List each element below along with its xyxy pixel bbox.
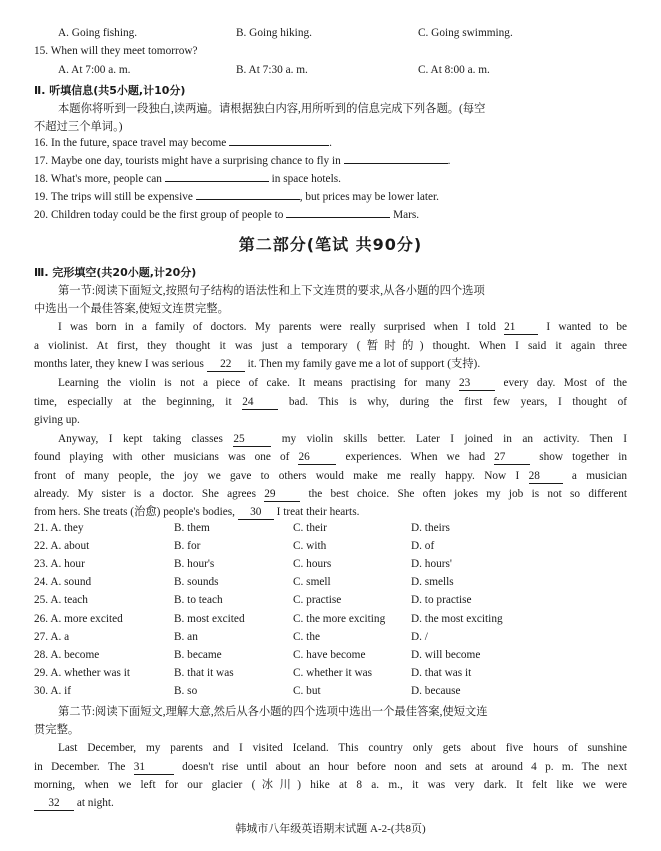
choice-27-b[interactable]: B. an	[174, 631, 198, 643]
choice-22-d[interactable]: D. of	[411, 540, 435, 552]
choice-25-a[interactable]: 25. A. teach	[34, 594, 88, 606]
passage2-line	[34, 759, 627, 775]
passage-line	[34, 486, 627, 502]
answer-blank[interactable]	[196, 199, 300, 200]
choice-21-c[interactable]: C. their	[293, 522, 327, 534]
choice-23-a[interactable]: 23. A. hour	[34, 558, 85, 570]
choice-24-c[interactable]: C. smell	[293, 576, 331, 588]
q18-post: in space hotels.	[271, 173, 341, 185]
q20-post: Mars.	[393, 209, 420, 221]
passage-text: show together in	[539, 451, 627, 463]
passage2-text: doesn't rise until about an hour before noon and sets at around 4 p. m. The next	[182, 761, 627, 773]
choice-27-a[interactable]: 27. A. a	[34, 631, 70, 643]
blank-25[interactable]: 25	[233, 433, 271, 447]
passage-line	[58, 319, 627, 335]
choice-23-b[interactable]: B. hour's	[174, 558, 215, 570]
q17-text: 17. Maybe one day, tourists might have a surprising chance to fly in	[34, 155, 341, 167]
part3-section1-instruction: 第一节:阅读下面短文,按照句子结构的语法性和上下文连贯的要求,从各小题的四个选项	[58, 285, 485, 297]
question-19	[34, 191, 439, 203]
passage-text: I wanted to be	[546, 321, 628, 333]
passage2-text: in December. The	[34, 761, 126, 773]
q15-option-c: C. At 8:00 a. m.	[418, 64, 490, 76]
choice-30-a[interactable]: 30. A. if	[34, 685, 72, 697]
answer-blank[interactable]	[229, 145, 329, 146]
passage-text: experiences. When we had	[345, 451, 486, 463]
q19-text: 19. The trips will still be expensive	[34, 191, 193, 203]
passage-text: it. Then my family gave me a lot of support (支持).	[247, 358, 481, 370]
passage-text: a musician	[571, 470, 628, 482]
blank-24[interactable]: 24	[242, 396, 278, 410]
choice-28-d[interactable]: D. will become	[411, 649, 481, 661]
choice-28-a[interactable]: 28. A. become	[34, 649, 100, 661]
q16-text: 16. In the future, space travel may become	[34, 137, 227, 149]
part2-heading: Ⅱ. 听填信息(共5小题,计10分)	[34, 84, 186, 97]
passage-text: front of many people, the joy we gave to others would make me really happy. Now I	[34, 470, 520, 482]
question-15: 15. When will they meet tomorrow?	[34, 45, 198, 57]
choice-21-b[interactable]: B. them	[174, 522, 210, 534]
choice-30-b[interactable]: B. so	[174, 685, 198, 697]
q20-text: 20. Children today could be the first group of people to	[34, 209, 284, 221]
passage2-text: morning, when we left for our glacier (冰川) hike at 8 a. m., it was very dark. It felt like we were	[34, 779, 627, 791]
choice-28-b[interactable]: B. became	[174, 649, 222, 661]
passage-text: a violinist. At first, they thought it was just a temporary (暂时的) thought. When I said it again three	[34, 340, 627, 352]
passage-text: time, especially at the beginning, it	[34, 396, 232, 408]
choice-21-d[interactable]: D. theirs	[411, 522, 450, 534]
choice-28-c[interactable]: C. have become	[293, 649, 366, 661]
choice-23-d[interactable]: D. hours'	[411, 558, 452, 570]
question-20	[34, 209, 419, 221]
option-c: C. Going swimming.	[418, 27, 513, 39]
passage2-text: at night.	[76, 797, 114, 809]
choice-24-d[interactable]: D. smells	[411, 576, 454, 588]
choice-29-a[interactable]: 29. A. whether was it	[34, 667, 131, 679]
question-16	[34, 137, 332, 149]
blank-31[interactable]: 31	[134, 761, 174, 775]
passage-text: Learning the violin is not a piece of cake. It means practising for many	[58, 377, 451, 389]
choice-22-c[interactable]: C. with	[293, 540, 327, 552]
blank-22[interactable]: 22	[207, 358, 245, 372]
section-title: 第二部分(笔试 共90分)	[238, 235, 423, 254]
blank-32[interactable]: 32	[34, 797, 74, 811]
answer-blank[interactable]	[344, 163, 448, 164]
page-footer: 韩城市八年级英语期末试题 A-2-(共8页)	[235, 823, 426, 835]
passage2-line	[58, 740, 627, 756]
q18-text: 18. What's more, people can	[34, 173, 162, 185]
part3-section1-instruction-cont: 中选出一个最佳答案,使短文连贯完整。	[34, 303, 229, 315]
blank-23[interactable]: 23	[459, 377, 495, 391]
option-a: A. Going fishing.	[58, 27, 138, 39]
choice-25-c[interactable]: C. practise	[293, 594, 342, 606]
q15-option-a: A. At 7:00 a. m.	[58, 64, 131, 76]
part2-instruction-line2: 不超过三个单词。)	[34, 121, 123, 133]
choice-27-c[interactable]: C. the	[293, 631, 320, 643]
q15-option-b: B. At 7:30 a. m.	[236, 64, 308, 76]
q16-post: .	[329, 137, 332, 149]
blank-30[interactable]: 30	[238, 506, 274, 520]
choice-26-c[interactable]: C. the more exciting	[293, 613, 386, 625]
choice-26-b[interactable]: B. most excited	[174, 613, 245, 625]
part3-heading: Ⅲ. 完形填空(共20小题,计20分)	[34, 266, 197, 279]
passage-line	[34, 394, 627, 410]
passage-text: I treat their hearts.	[276, 506, 360, 518]
choice-25-d[interactable]: D. to practise	[411, 594, 472, 606]
blank-29[interactable]: 29	[264, 488, 300, 502]
blank-21[interactable]: 21	[504, 321, 538, 335]
choice-22-b[interactable]: B. for	[174, 540, 201, 552]
passage-line	[34, 504, 627, 520]
choice-29-c[interactable]: C. whether it was	[293, 667, 373, 679]
passage2-line	[34, 777, 627, 793]
passage-text: the best choice. She often jokes my job is not so different	[308, 488, 627, 500]
passage-text: I was born in a family of doctors. My parents were really surprised when I told	[58, 321, 496, 333]
passage-line	[34, 412, 627, 428]
passage-text: already. My sister is a doctor. She agrees	[34, 488, 256, 500]
section2-instruction: 第二节:阅读下面短文,理解大意,然后从各小题的四个选项中选出一个最佳答案,使短文连	[58, 706, 488, 718]
option-b: B. Going hiking.	[236, 27, 312, 39]
passage2-line	[34, 795, 627, 811]
passage-text: every day. Most of the	[503, 377, 628, 389]
choice-26-a[interactable]: 26. A. more excited	[34, 613, 123, 625]
section2-instruction-cont: 贯完整。	[34, 724, 80, 736]
choice-29-b[interactable]: B. that it was	[174, 667, 234, 679]
passage-text: months later, they knew I was serious	[34, 358, 204, 370]
passage-line	[58, 375, 627, 391]
question-17	[34, 155, 450, 167]
choice-24-a[interactable]: 24. A. sound	[34, 576, 92, 588]
answer-blank[interactable]	[286, 217, 390, 218]
choice-21-a[interactable]: 21. A. they	[34, 522, 84, 534]
q19-post: , but prices may be lower later.	[299, 191, 439, 203]
choice-23-c[interactable]: C. hours	[293, 558, 332, 570]
q17-post: .	[447, 155, 451, 167]
blank-27[interactable]: 27	[494, 451, 530, 465]
choice-30-c[interactable]: C. but	[293, 685, 321, 697]
choice-30-d[interactable]: D. because	[411, 685, 461, 697]
passage-line	[58, 431, 627, 447]
choice-27-d[interactable]: D. /	[411, 631, 428, 643]
passage-line	[34, 356, 627, 372]
blank-28[interactable]: 28	[529, 470, 563, 484]
passage-text: my violin skills better. Later I joined in an activity. Then I	[281, 433, 628, 445]
passage-text: giving up.	[34, 414, 80, 426]
passage-text: from hers. She treats (治愈) people's bodies,	[34, 506, 235, 518]
choice-22-a[interactable]: 22. A. about	[34, 540, 90, 552]
question-18	[34, 173, 341, 185]
choice-25-b[interactable]: B. to teach	[174, 594, 223, 606]
part2-instruction-line1: 本题你将听到一段独白,读两遍。请根据独白内容,用所听到的信息完成下列各题。(每空	[58, 103, 486, 115]
choice-29-d[interactable]: D. that was it	[411, 667, 472, 679]
passage-text: Anyway, I kept taking classes	[58, 433, 223, 445]
passage-line	[34, 468, 627, 484]
passage-line	[34, 449, 627, 465]
passage-text: bad. This is why, during the first few years, I thought of	[288, 396, 627, 408]
passage-text: found playing with other musicians was one of	[34, 451, 290, 463]
blank-26[interactable]: 26	[298, 451, 336, 465]
passage2-text: Last December, my parents and I visited Iceland. This country only gets about five hours of sunshine	[58, 742, 627, 754]
passage-line	[34, 338, 627, 354]
answer-blank[interactable]	[165, 181, 269, 182]
choice-26-d[interactable]: D. the most exciting	[411, 613, 503, 625]
choice-24-b[interactable]: B. sounds	[174, 576, 219, 588]
